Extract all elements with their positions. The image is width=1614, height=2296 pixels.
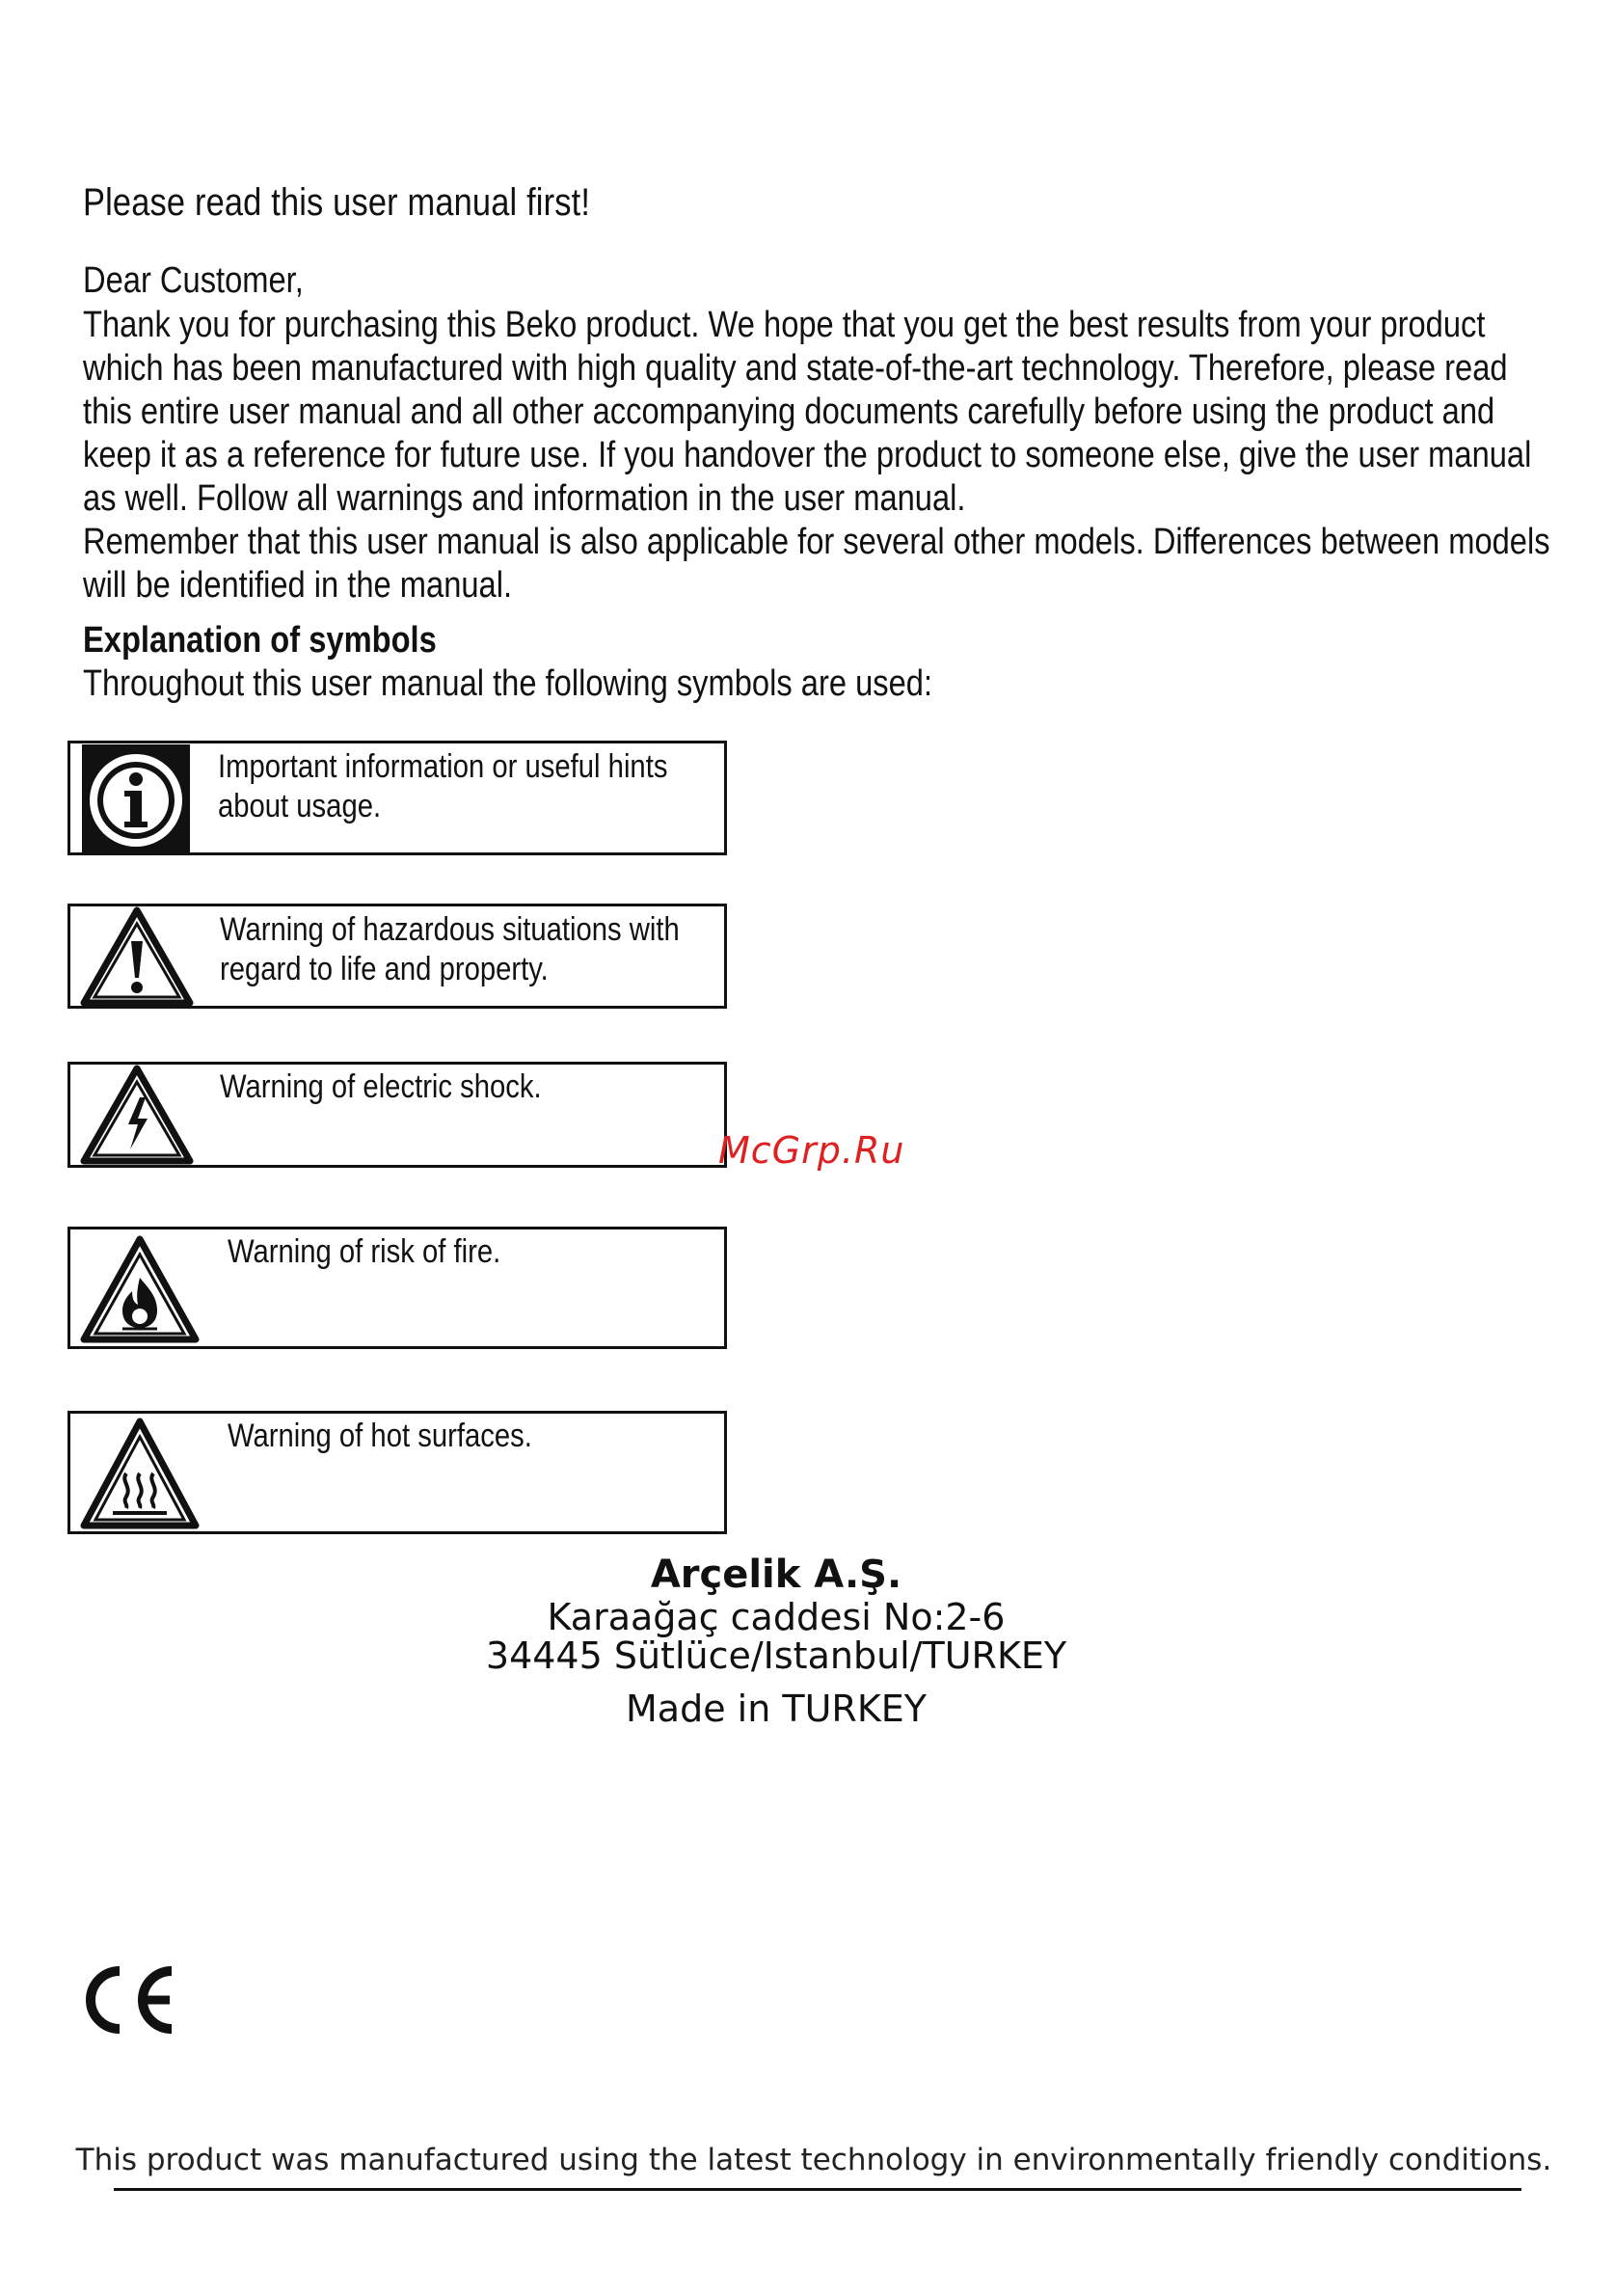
electric-shock-icon xyxy=(80,1065,194,1165)
manufacturer-name: Arçelik A.Ş. xyxy=(650,1553,902,1597)
manufacturer-city: 34445 Sütlüce/Istanbul/TURKEY xyxy=(485,1634,1067,1677)
manufacturer-origin: Made in TURKEY xyxy=(626,1688,927,1730)
page-title: Please read this user manual first! xyxy=(83,181,591,224)
warning-icon xyxy=(80,906,194,1007)
footer-note: This product was manufactured using the latest technology in environmentally friendly conditions. xyxy=(75,2143,1552,2177)
intro-line: Remember that this user manual is also applicable for several other models. Differences between models xyxy=(83,522,1550,562)
intro-line: keep it as a reference for future use. If you handover the product to someone else, give the user manual xyxy=(83,435,1532,475)
footer-divider xyxy=(114,2188,1521,2191)
symbol-box-info xyxy=(67,741,727,855)
fire-icon xyxy=(80,1235,200,1343)
symbol-box-electric-shock xyxy=(67,1062,727,1168)
intro-line: which has been manufactured with high quality and state-of-the-art technology. Therefore, please read xyxy=(83,348,1508,389)
symbol-box-warning xyxy=(67,904,727,1009)
ce-mark-icon xyxy=(81,1965,177,2035)
manufacturer-street: Karaağaç caddesi No:2-6 xyxy=(547,1596,1006,1638)
watermark: McGrp.Ru xyxy=(718,1129,905,1172)
symbol-text: Warning of risk of fire. xyxy=(228,1233,501,1270)
symbols-intro: Throughout this user manual the following symbols are used: xyxy=(83,663,933,704)
symbol-text: Important information or useful hints xyxy=(218,748,668,785)
symbol-text: Warning of hazardous situations with xyxy=(220,911,680,948)
info-icon xyxy=(82,744,190,852)
symbol-box-fire xyxy=(67,1227,727,1349)
intro-line: will be identified in the manual. xyxy=(83,565,513,606)
symbol-text: regard to life and property. xyxy=(220,951,549,987)
greeting: Dear Customer, xyxy=(83,260,304,301)
symbol-box-hot-surface xyxy=(67,1411,727,1534)
intro-line: Thank you for purchasing this Beko product. We hope that you get the best results from your product xyxy=(83,305,1486,345)
symbols-heading: Explanation of symbols xyxy=(83,620,437,661)
symbol-text: Warning of electric shock. xyxy=(220,1068,542,1105)
hot-surface-icon xyxy=(80,1418,200,1529)
intro-line: as well. Follow all warnings and information in the user manual. xyxy=(83,478,966,519)
symbol-text: Warning of hot surfaces. xyxy=(228,1418,532,1454)
intro-line: this entire user manual and all other accompanying documents carefully before using the product and xyxy=(83,392,1495,432)
symbol-text: about usage. xyxy=(218,788,382,824)
